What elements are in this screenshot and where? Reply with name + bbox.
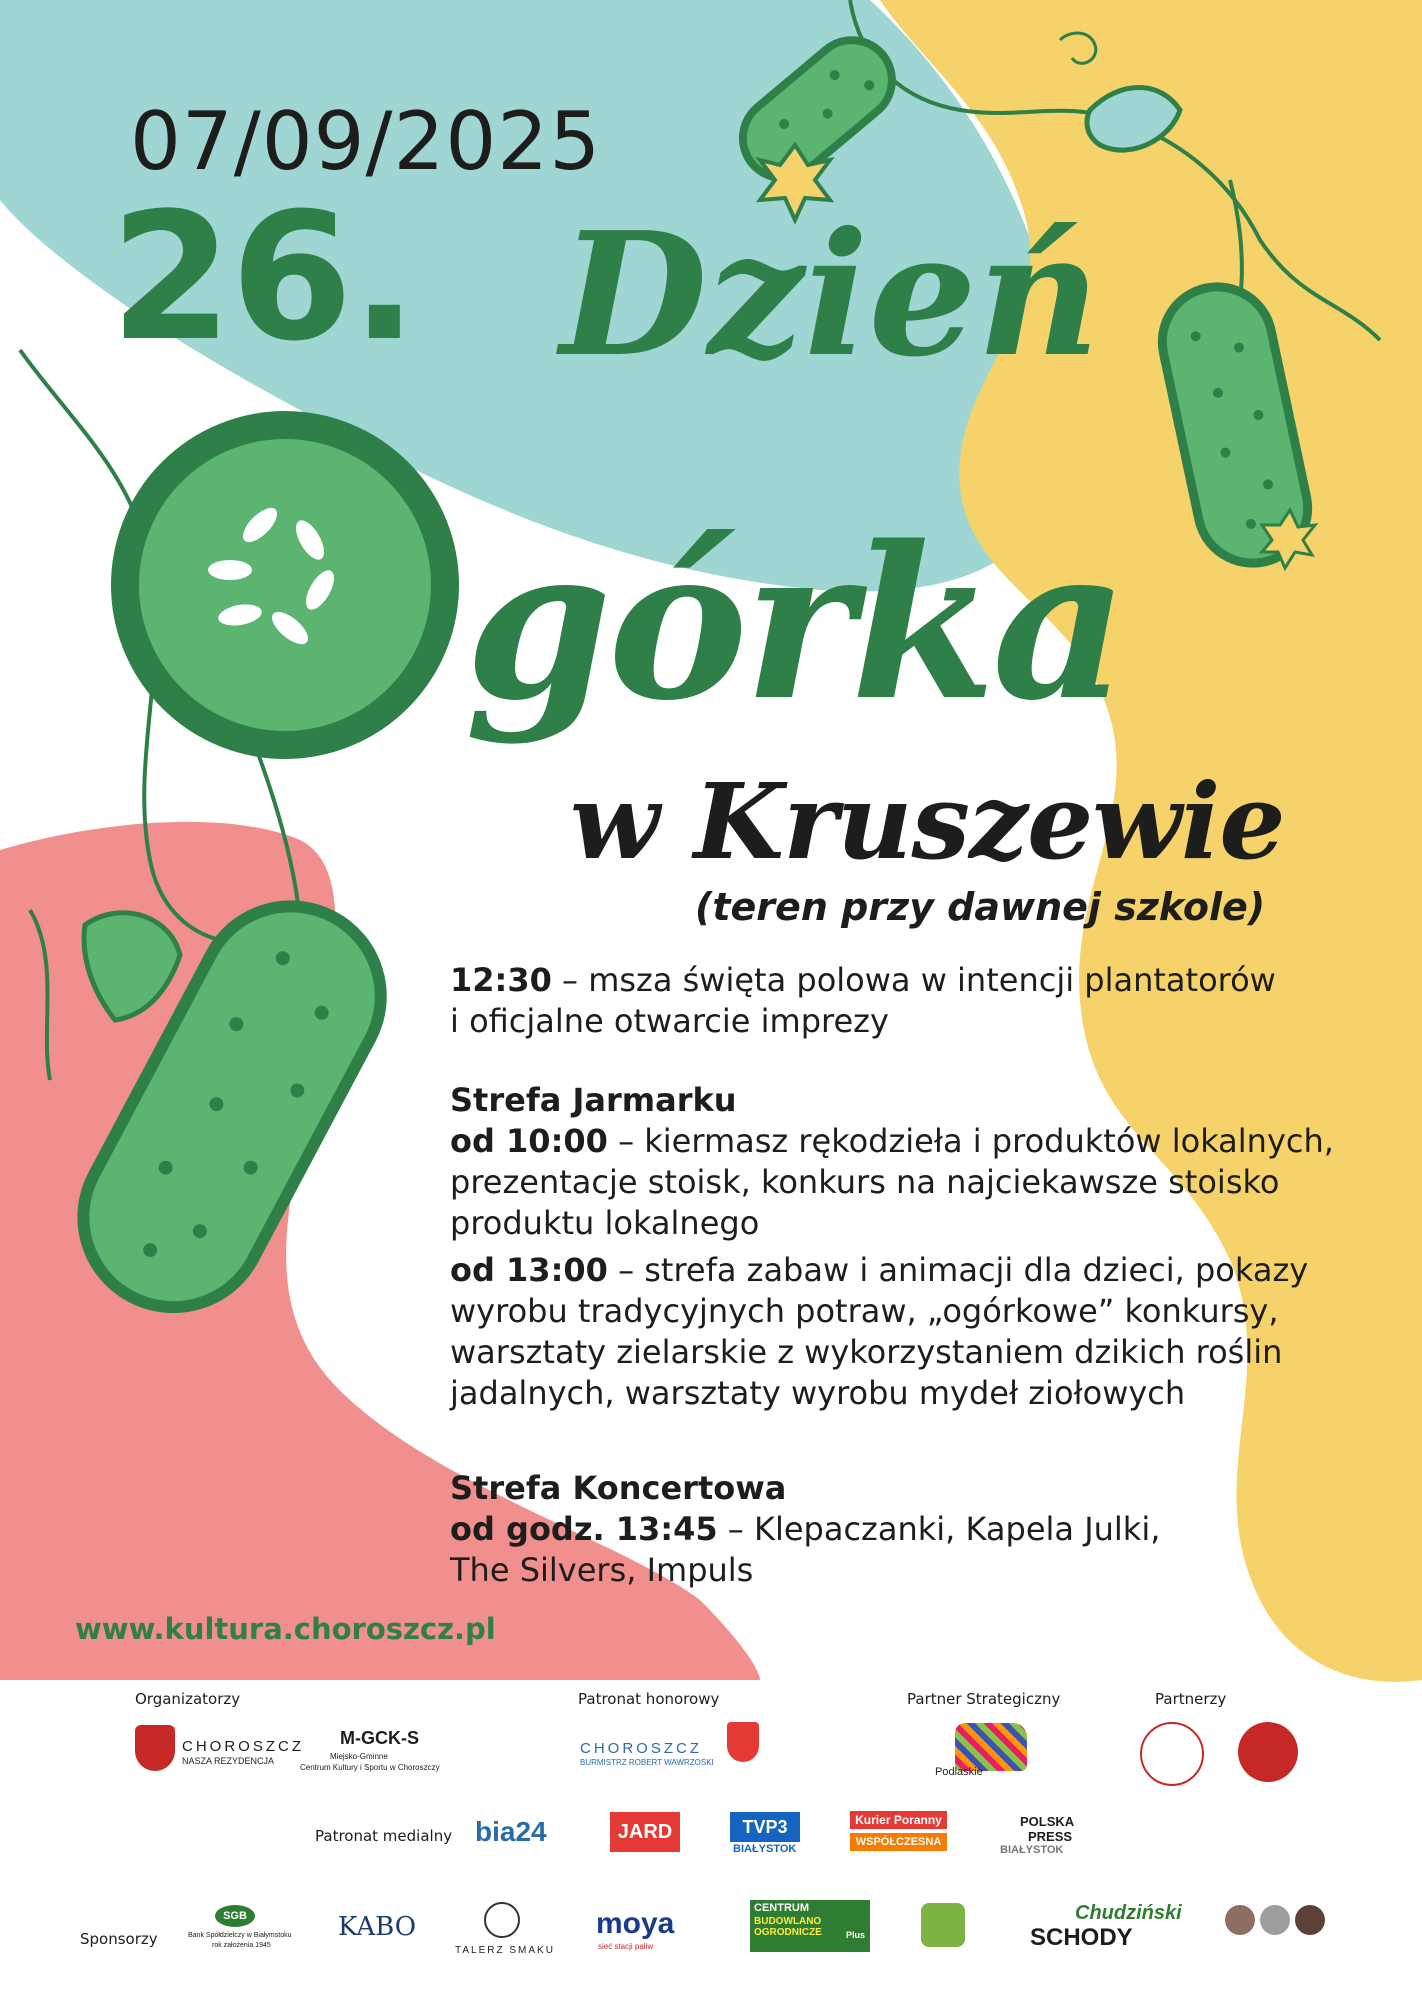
sponsor-moya: moya (596, 1907, 675, 1940)
zone1-item2-line4: jadalnych, warsztaty wyrobu mydeł ziołowych (450, 1374, 1186, 1412)
media-wspolczesna: WSPÓŁCZESNA (850, 1833, 947, 1851)
title-rest: górka (465, 500, 1125, 747)
sponsor-sgb-sub2: rok założenia 1945 (212, 1942, 271, 1949)
honorary-label: Patronat honorowy (578, 1690, 720, 1708)
title-word: Dzień (560, 195, 1101, 395)
org-logo1: CHOROSZCZ (182, 1738, 304, 1755)
sponsor-sgb: SGB (215, 1905, 255, 1927)
cucumber-slice (125, 425, 445, 745)
sponsor-moya-sub: sieć stacji paliw (598, 1942, 654, 1951)
sponsor-band (0, 1682, 1422, 2000)
strategic-logo: Podlaskie (935, 1766, 983, 1778)
sponsor-talerz: TALERZ SMAKU (455, 1945, 555, 1956)
media-tvp3-sub: BIAŁYSTOK (733, 1843, 797, 1855)
org-logo2-sub2: Centrum Kultury i Sportu w Choroszczy (300, 1763, 440, 1772)
partner-b-icon (1238, 1722, 1298, 1782)
materials-icon-1 (1225, 1905, 1255, 1935)
program-zone2 (450, 1468, 1370, 1591)
media-bia24: bia24 (475, 1816, 547, 1847)
media-tvp3: TVP3 (730, 1812, 800, 1842)
media-polska: POLSKA (1020, 1814, 1075, 1829)
program-opening (450, 960, 1370, 1042)
org-logo2: M-GCK-S (340, 1728, 419, 1748)
media-bialystok: BIAŁYSTOK (1000, 1844, 1064, 1856)
materials-icon-2 (1260, 1905, 1290, 1935)
centrum-line2: BUDOWLANO (754, 1916, 822, 1927)
materials-icon-3 (1295, 1905, 1325, 1935)
centrum-plus: Plus (846, 1930, 866, 1940)
website-link[interactable]: www.kultura.choroszcz.pl (75, 1612, 496, 1646)
media-press: PRESS (1028, 1829, 1073, 1844)
hon-logo1: CHOROSZCZ (580, 1740, 702, 1757)
title-number: 26. (110, 175, 416, 380)
subtitle-note: (teren przy dawnej szkole) (695, 885, 1266, 929)
opening-text: – msza święta polowa w intencji plantatorów (551, 961, 1276, 999)
partners-label: Partnerzy (1155, 1690, 1227, 1708)
centrum-line3: OGRODNICZE (754, 1927, 822, 1938)
media-kurier: Kurier Poranny (850, 1811, 947, 1829)
partner-seal-icon (1140, 1722, 1204, 1786)
sponsors-label: Sponsorzy (80, 1930, 158, 1948)
organizers-label: Organizatorzy (135, 1690, 241, 1708)
zone1-item2-time: od 13:00 (450, 1251, 608, 1289)
zone1-item2-line2: wyrobu tradycyjnych potraw, „ogórkowe” konkursy, (450, 1292, 1279, 1330)
zone1-item1-line3: produktu lokalnego (450, 1204, 760, 1242)
opening-text2: i oficjalne otwarcie imprezy (450, 1002, 889, 1040)
podlaskie-crest-icon (727, 1722, 759, 1762)
zone1-item1-line2: prezentacje stoisk, konkurs na najciekawsze stoisko (450, 1163, 1280, 1201)
talerz-icon (484, 1902, 520, 1938)
zone2-title: Strefa Koncertowa (450, 1469, 787, 1507)
subtitle-place: w Kruszewie (570, 760, 1285, 883)
hon-logo1-sub: BURMISTRZ ROBERT WAWRZOSKI (580, 1758, 714, 1767)
zone2-time: od godz. 13:45 (450, 1510, 718, 1548)
org-logo1-sub: NASZA REZYDENCJA (182, 1756, 275, 1766)
zone1-item1-line1: – kiermasz rękodzieła i produktów lokalnych, (607, 1122, 1334, 1160)
sponsor-chudzinski: Chudziński (1075, 1902, 1182, 1924)
zone1-item2-line1: – strefa zabaw i animacji dla dzieci, pokazy (607, 1251, 1309, 1289)
zone1-item2-line3: warsztaty zielarskie z wykorzystaniem dzikich roślin (450, 1333, 1283, 1371)
org-logo2-sub1: Miejsko-Gminne (330, 1752, 388, 1761)
sponsor-sgb-sub1: Bank Spółdzielczy w Białymstoku (188, 1932, 292, 1939)
media-label: Patronat medialny (315, 1827, 453, 1845)
sponsor-schody: SCHODY (1030, 1924, 1133, 1951)
zone2-line2: The Silvers, Impuls (450, 1551, 754, 1589)
event-date: 07/09/2025 (130, 95, 602, 188)
program-zone1 (450, 1080, 1370, 1414)
zone2-line1: – Klepaczanki, Kapela Julki, (717, 1510, 1161, 1548)
zone1-title: Strefa Jarmarku (450, 1081, 737, 1119)
media-jard: JARD (610, 1812, 680, 1852)
strategic-label: Partner Strategiczny (907, 1690, 1061, 1708)
choroszcz-crest-icon (135, 1725, 175, 1771)
centrum-logo (750, 1900, 870, 1952)
opening-time: 12:30 (450, 961, 552, 999)
bison-logo-icon (955, 1723, 1027, 1771)
eco-logo-icon (921, 1903, 965, 1947)
sponsor-kabo: KABO (338, 1912, 417, 1942)
zone1-item1-time: od 10:00 (450, 1122, 608, 1160)
centrum-line1: CENTRUM (754, 1902, 809, 1914)
